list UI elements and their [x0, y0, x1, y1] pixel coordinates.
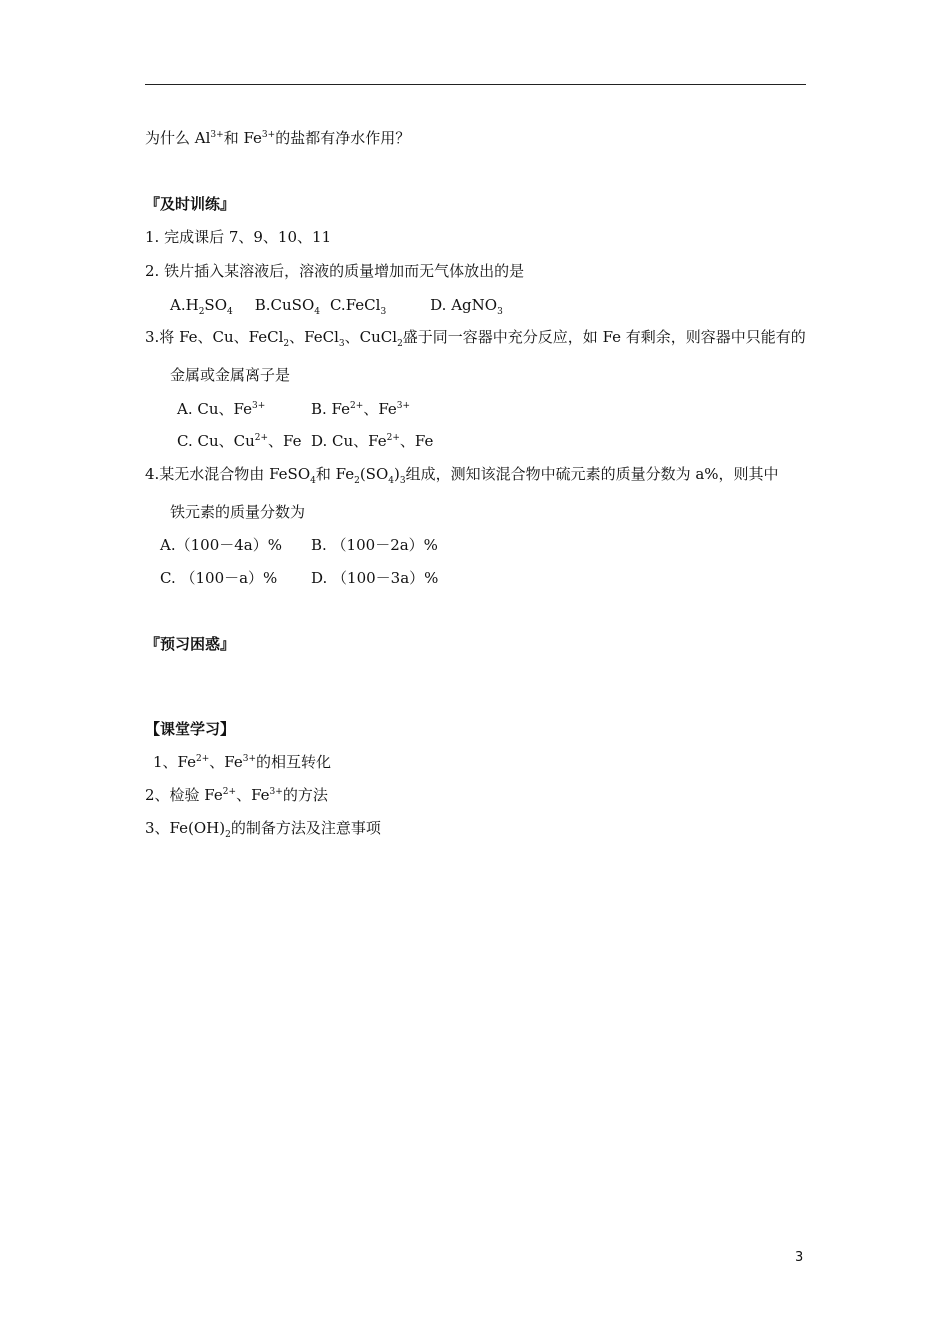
question-4-option-d: D. （100－3a）%	[311, 569, 439, 587]
question-4: 4.某无水混合物由 FeSO$_4$和 $Fe_2(SO_4)_3$组成，测知该混合物中硫元素的质量分数为 a%，则其中	[145, 465, 779, 486]
question-4-continuation: 铁元素的质量分数为	[170, 503, 306, 521]
question-4-option-a: A.（100－4a）%	[160, 536, 282, 554]
question-1: 1. 完成课后 7、9、10、11	[145, 228, 332, 246]
question-3-option-b: B. $Fe^{2+}$、$Fe^{3+}$	[311, 400, 411, 418]
question-4-option-b: B. （100－2a）%	[311, 536, 438, 554]
page-number: 3	[795, 1250, 804, 1265]
question-3: 3.将 Fe、Cu、FeCl$_2$、FeCl$_3$、CuCl$_2$盛于同一容器中充分反应，如 Fe 有剩余，则容器中只能有的	[145, 328, 806, 349]
class-item-2: 2、检验 $Fe^{2+}$、$Fe^{3+}$的方法	[145, 786, 328, 804]
question-2-options: $A.H_2SO_4$ B.CuSO$_4$ C.FeCl$_3$ D. AgNO$_3$	[170, 296, 503, 317]
question-2: 2. 铁片插入某溶液后，溶液的质量增加而无气体放出的是	[145, 262, 525, 280]
question-4-option-c: C. （100－a）%	[160, 569, 278, 587]
question-3-option-a: A. Cu、$Fe^{3+}$	[177, 400, 266, 418]
question-3-continuation: 金属或金属离子是	[170, 366, 291, 384]
question-3-option-d: D. Cu、$Fe^{2+}$、Fe	[311, 432, 434, 450]
class-item-3: 3、$Fe(OH)_2$的制备方法及注意事项	[145, 819, 381, 840]
question-3-option-c: C. Cu、$Cu^{2+}$、Fe	[177, 432, 302, 450]
section-heading-training: 『及时训练』	[145, 195, 236, 213]
header-rule	[145, 84, 806, 85]
section-heading-confusion: 『预习困惑』	[145, 635, 236, 653]
intro-question: 为什么 $Al^{3+}$和 $Fe^{3+}$的盐都有净水作用？	[145, 129, 411, 147]
class-item-1: 1、$Fe^{2+}$、$Fe^{3+}$的相互转化	[153, 753, 332, 771]
section-heading-class: 【课堂学习】	[145, 720, 236, 738]
